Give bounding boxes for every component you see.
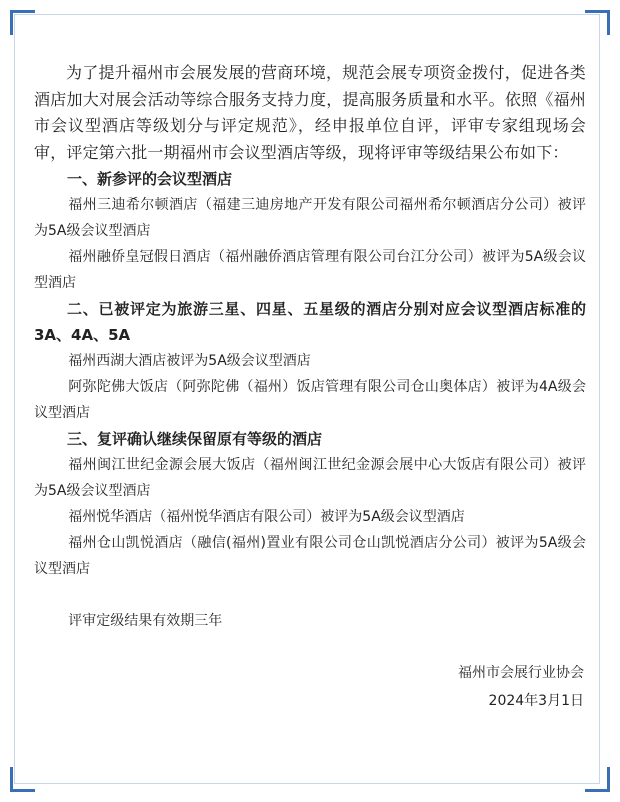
list-item-amitabha-hotel: 阿弥陀佛大饭店（阿弥陀佛（福州）饭店管理有限公司仓山奥体店）被评为4A级会议型酒店 [34,379,586,422]
list-item-yuehua-hotel: 福州悦华酒店（福州悦华酒店有限公司）被评为5A级会议型酒店 [68,509,465,526]
list-item-hilton: 福州三迪希尔顿酒店（福建三迪房地产开发有限公司福州希尔顿酒店分公司）被评为5A级会议型酒店 [34,197,586,240]
signature-organization: 福州市会展行业协会 [458,665,584,682]
section-heading-reassessed: 三、复评确认继续保留原有等级的酒店 [67,430,323,449]
section-heading-new-hotels: 一、新参评的会议型酒店 [67,170,233,189]
list-item-crowne-plaza: 福州融侨皇冠假日酒店（福州融侨酒店管理有限公司台江分公司）被评为5A级会议型酒店 [34,249,586,292]
document-body [34,60,586,715]
validity-statement: 评审定级结果有效期三年 [68,613,223,630]
frame-corner-top-left [10,10,35,35]
intro-paragraph: 为了提升福州市会展发展的营商环境，规范会展专项资金拨付，促进各类酒店加大对展会活动等综合服务支持力度，提高服务质量和水平。依照《福州市会议型酒店等级划分与评定规范》，经申报单位自评，评审专家组现场会审，评定第六批一期福州市会议型酒店等级，现将评审等级结果公布如下： [34,63,586,162]
frame-corner-bottom-right [585,767,610,792]
list-item-xihu-hotel: 福州西湖大酒店被评为5A级会议型酒店 [68,353,311,370]
signature-date: 2024年3月1日 [488,693,584,710]
signature-block [34,659,586,715]
list-item-hyatt-hotel: 福州仓山凯悦酒店（融信(福州)置业有限公司仓山凯悦酒店分公司）被评为5A级会议型酒店 [34,535,586,578]
frame-corner-top-right [585,10,610,35]
section-heading-star-rated: 二、已被评定为旅游三星、四星、五星级的酒店分别对应会议型酒店标准的3A、4A、5A [34,300,586,345]
frame-corner-bottom-left [10,767,35,792]
list-item-minjiang-hotel: 福州闽江世纪金源会展大饭店（福州闽江世纪金源会展中心大饭店有限公司）被评为5A级会议型酒店 [34,457,586,500]
